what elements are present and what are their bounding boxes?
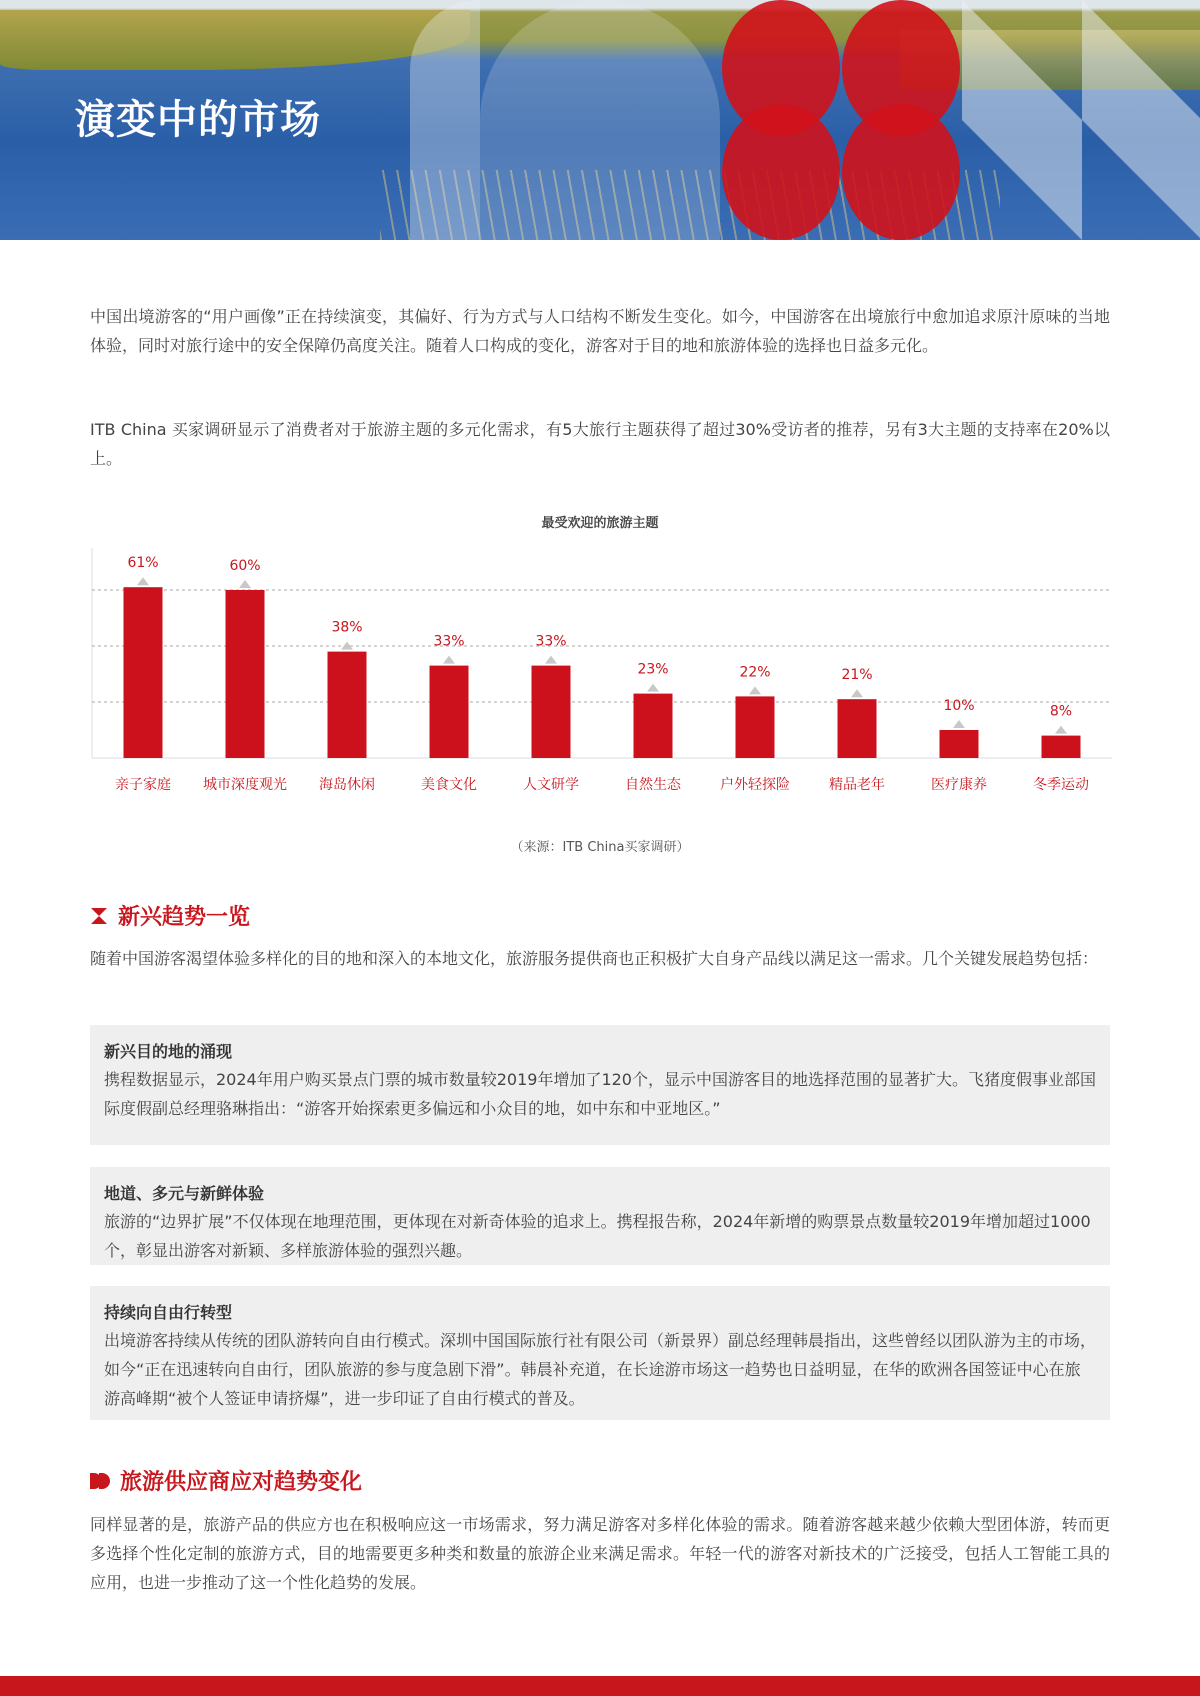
data-label: 60% bbox=[229, 558, 261, 574]
bar bbox=[328, 652, 367, 758]
section-heading-text: 新兴趋势一览 bbox=[118, 905, 251, 930]
category-label: 亲子家庭 bbox=[115, 777, 171, 793]
bar bbox=[1042, 736, 1081, 758]
bar bbox=[940, 730, 979, 758]
bar-marker bbox=[545, 656, 557, 664]
trend-box bbox=[90, 1286, 1110, 1420]
data-label: 33% bbox=[433, 633, 465, 650]
hourglass-icon bbox=[90, 907, 108, 925]
category-label: 人文研学 bbox=[523, 777, 579, 793]
page-title: 演变中的市场 bbox=[75, 97, 321, 143]
data-label: 33% bbox=[535, 633, 567, 650]
chart-source: （来源：ITB China买家调研） bbox=[510, 840, 690, 855]
section-intro: 随着中国游客渴望体验多样化的目的地和深入的本地文化，旅游服务提供商也正积极扩大自身产品线以满足这一需求。几个关键发展趋势包括： bbox=[90, 949, 1099, 968]
hero-red-circle bbox=[722, 104, 840, 240]
bar bbox=[124, 587, 163, 758]
trend-box bbox=[90, 1167, 1110, 1265]
bar-marker bbox=[137, 577, 149, 585]
bar-marker bbox=[749, 686, 761, 694]
hero-triangle bbox=[962, 120, 1082, 240]
hero-triangle bbox=[962, 0, 1082, 120]
bar-marker bbox=[1055, 726, 1067, 734]
hero-triangle bbox=[1082, 0, 1200, 120]
trend-text: 携程数据显示，2024年用户购买景点门票的城市数量较2019年增加了120个，显示中国游客目的地选择范围的显著扩大。飞猪度假事业部国际度假副总经理骆琳指出：“游客开始探索更多偏远和小众目的地，如中东和中亚地区。” bbox=[104, 1070, 1096, 1118]
data-label: 38% bbox=[331, 619, 363, 636]
trend-title: 新兴目的地的涌现 bbox=[104, 1042, 233, 1061]
bar bbox=[736, 696, 775, 758]
data-label: 23% bbox=[637, 661, 669, 678]
hero-triangle bbox=[1082, 120, 1200, 240]
fast-forward-icon bbox=[90, 1473, 110, 1489]
data-label: 8% bbox=[1049, 703, 1073, 720]
data-label: 21% bbox=[841, 667, 873, 684]
category-label: 户外轻探险 bbox=[720, 777, 790, 793]
intro-paragraph: 中国出境游客的“用户画像”正在持续演变，其偏好、行为方式与人口结构不断发生变化。如今，中国游客在出境旅行中愈加追求原汁原味的当地体验，同时对旅行途中的安全保障仍高度关注。随着人口构成的变化，游客对于目的地和旅游体验的选择也日益多元化。 bbox=[90, 307, 1110, 355]
bar-marker bbox=[443, 656, 455, 664]
hero-shape bbox=[410, 0, 480, 240]
trend-title: 地道、多元与新鲜体验 bbox=[104, 1184, 265, 1203]
bar bbox=[634, 694, 673, 758]
section-heading bbox=[90, 1465, 362, 1496]
bar bbox=[226, 590, 265, 758]
section-heading-text: 旅游供应商应对趋势变化 bbox=[120, 1470, 363, 1495]
bar-marker bbox=[647, 684, 659, 692]
intro-paragraph: ITB China 买家调研显示了消费者对于旅游主题的多元化需求，有5大旅行主题获得了超过30%受访者的推荐，另有3大主题的支持率在20%以上。 bbox=[90, 420, 1110, 468]
data-label: 22% bbox=[739, 664, 771, 681]
hero-red-circle bbox=[842, 104, 960, 240]
data-label: 61% bbox=[127, 555, 159, 572]
bar-marker bbox=[851, 689, 863, 697]
category-label: 美食文化 bbox=[421, 777, 477, 793]
bar bbox=[838, 699, 877, 758]
category-label: 海岛休闲 bbox=[319, 777, 375, 793]
bar-marker bbox=[239, 580, 251, 588]
category-label: 医疗康养 bbox=[931, 777, 987, 793]
trend-title: 持续向自由行转型 bbox=[104, 1303, 233, 1322]
trend-text: 旅游的“边界扩展”不仅体现在地理范围，更体现在对新奇体验的追求上。携程报告称，2024年新增的购票景点数量较2019年增加超过1000个，彰显出游客对新颖、多样旅游体验的强烈兴趣。 bbox=[104, 1212, 1091, 1260]
bar bbox=[532, 666, 571, 758]
bar-chart bbox=[90, 540, 1120, 800]
hero-shape bbox=[480, 0, 720, 240]
category-label: 精品老年 bbox=[829, 777, 885, 793]
footer-bar bbox=[0, 1676, 1200, 1696]
hero-banner bbox=[0, 0, 1200, 240]
hero-reeds bbox=[0, 10, 470, 70]
chart-title: 最受欢迎的旅游主题 bbox=[541, 516, 659, 531]
category-label: 自然生态 bbox=[625, 777, 681, 793]
trend-box bbox=[90, 1025, 1110, 1145]
section-paragraph: 同样显著的是，旅游产品的供应方也在积极响应这一市场需求，努力满足游客对多样化体验的需求。随着游客越来越少依赖大型团体游，转而更多选择个性化定制的旅游方式，目的地需要更多种类和数量的旅游企业来满足需求。年轻一代的游客对新技术的广泛接受，包括人工智能工具的应用，也进一步推动了这一个性化趋势的发展。 bbox=[90, 1515, 1110, 1592]
bar-marker bbox=[953, 720, 965, 728]
data-label: 10% bbox=[943, 698, 975, 714]
section-heading bbox=[90, 900, 250, 931]
category-label: 城市深度观光 bbox=[203, 777, 287, 793]
bar bbox=[430, 666, 469, 758]
category-label: 冬季运动 bbox=[1033, 777, 1089, 793]
trend-text: 出境游客持续从传统的团队游转向自由行模式。深圳中国国际旅行社有限公司（新景界）副总经理韩晨指出，这些曾经以团队游为主的市场，如今“正在迅速转向自由行，团队旅游的参与度急剧下滑”。韩晨补充道，在长途游市场这一趋势也日益明显，在华的欧洲各国签证中心在旅游高峰期“被个人签证申请挤爆”，进一步印证了自由行模式的普及。 bbox=[104, 1331, 1097, 1408]
